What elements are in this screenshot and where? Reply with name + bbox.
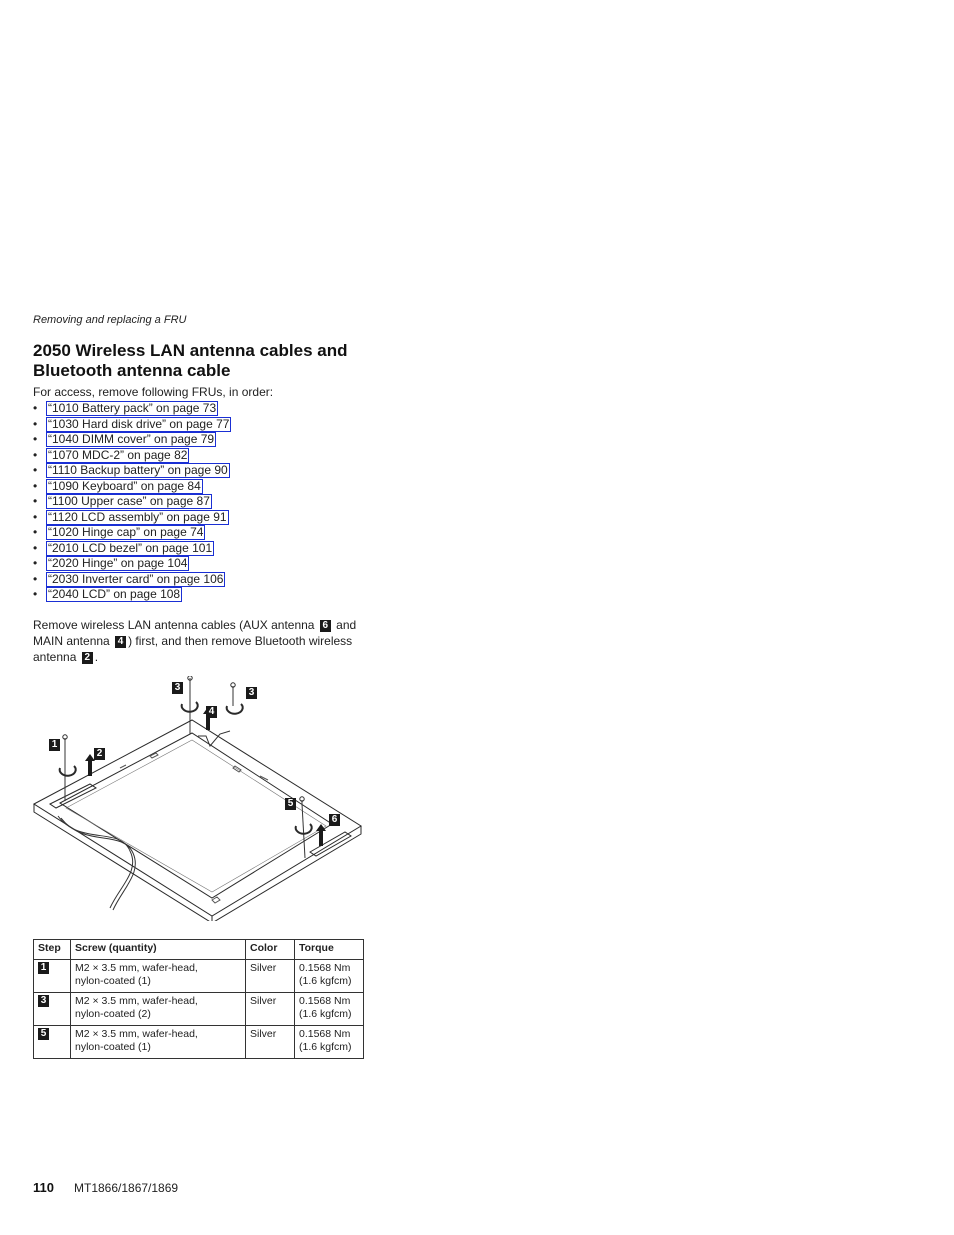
bullet: • bbox=[33, 494, 38, 508]
model-number: MT1866/1867/1869 bbox=[74, 1181, 179, 1195]
fru-link[interactable]: “1040 DIMM cover” on page 79 bbox=[48, 432, 215, 446]
torque-cell bbox=[295, 1026, 364, 1059]
lift-arrow-icon bbox=[316, 824, 326, 846]
table-row bbox=[34, 1026, 364, 1059]
step-callout: 5 bbox=[38, 1028, 49, 1040]
step-cell bbox=[34, 993, 71, 1026]
bullet: • bbox=[33, 478, 38, 493]
table-header-row bbox=[34, 940, 364, 960]
bullet: • bbox=[33, 525, 38, 539]
callout-aux-antenna: 6 bbox=[320, 620, 331, 632]
screw-line: M2 × 3.5 mm, wafer-head, bbox=[75, 962, 198, 974]
instruction-text: ) first, and then remove Bluetooth wireless antenna bbox=[33, 634, 353, 664]
screw-table bbox=[33, 939, 364, 1059]
color-cell: Silver bbox=[246, 993, 295, 1026]
screw-cell bbox=[71, 993, 246, 1026]
screw-line: M2 × 3.5 mm, wafer-head, bbox=[75, 995, 198, 1007]
lcd-cover-antenna-figure bbox=[30, 676, 365, 921]
bluetooth-cable-2 bbox=[61, 818, 135, 910]
fru-link[interactable]: “1110 Backup battery” on page 90 bbox=[48, 463, 228, 477]
section-title: 2050 Wireless LAN antenna cables and Bluetooth antenna cable bbox=[33, 341, 348, 380]
color-cell: Silver bbox=[246, 1026, 295, 1059]
column-header-screw: Screw (quantity) bbox=[71, 940, 246, 960]
screw-line: nylon-coated (1) bbox=[75, 974, 151, 987]
screw-cell bbox=[71, 960, 246, 993]
callout-bluetooth-antenna: 2 bbox=[82, 652, 93, 664]
step-callout: 3 bbox=[38, 995, 49, 1007]
bullet: • bbox=[33, 587, 38, 601]
torque-line: (1.6 kgfcm) bbox=[299, 1040, 352, 1053]
figure-callout: 2 bbox=[94, 748, 105, 760]
torque-line: (1.6 kgfcm) bbox=[299, 1007, 352, 1020]
screw-line: nylon-coated (2) bbox=[75, 1007, 151, 1020]
table-row bbox=[34, 993, 364, 1026]
figure-callout: 4 bbox=[206, 706, 217, 718]
fru-link[interactable]: “1100 Upper case” on page 87 bbox=[48, 494, 210, 508]
torque-line: (1.6 kgfcm) bbox=[299, 974, 352, 987]
fru-link[interactable]: “2020 Hinge” on page 104 bbox=[48, 556, 188, 570]
table-row bbox=[34, 960, 364, 993]
cover-detail bbox=[120, 753, 268, 903]
rotate-arrow-icon bbox=[227, 704, 243, 714]
running-head: Removing and replacing a FRU bbox=[33, 314, 187, 326]
fru-link[interactable]: “2010 LCD bezel” on page 101 bbox=[48, 540, 213, 555]
intro-text: For access, remove following FRUs, in order: bbox=[33, 385, 274, 399]
column-header-torque: Torque bbox=[295, 940, 364, 960]
figure-callout: 1 bbox=[49, 739, 60, 751]
step-cell bbox=[34, 1026, 71, 1059]
bullet: • bbox=[33, 401, 38, 415]
torque-line: 0.1568 Nm bbox=[299, 962, 351, 974]
torque-line: 0.1568 Nm bbox=[299, 1028, 351, 1040]
color-cell: Silver bbox=[246, 960, 295, 993]
bullet: • bbox=[33, 509, 38, 524]
torque-line: 0.1568 Nm bbox=[299, 995, 351, 1007]
page-number: 110 bbox=[33, 1180, 54, 1195]
step-callout: 1 bbox=[38, 962, 49, 974]
bullet: • bbox=[33, 540, 38, 555]
fru-link[interactable]: “1010 Battery pack” on page 73 bbox=[48, 401, 217, 415]
step-cell bbox=[34, 960, 71, 993]
rotate-arrow-icon bbox=[60, 766, 76, 776]
fru-link[interactable]: “1090 Keyboard” on page 84 bbox=[48, 478, 201, 493]
screw-cell bbox=[71, 1026, 246, 1059]
screw-line: nylon-coated (1) bbox=[75, 1040, 151, 1053]
lcd-cover-drawing bbox=[30, 676, 365, 921]
column-header-color: Color bbox=[246, 940, 295, 960]
figure-callout: 3 bbox=[246, 687, 257, 699]
torque-cell bbox=[295, 960, 364, 993]
instruction-paragraph bbox=[33, 617, 363, 665]
figure-callout: 3 bbox=[172, 682, 183, 694]
lcd-cover-inner-rail bbox=[66, 740, 326, 892]
fru-link[interactable]: “1030 Hard disk drive” on page 77 bbox=[48, 416, 230, 431]
bullet: • bbox=[33, 416, 38, 431]
lcd-cover-outer-lip bbox=[34, 804, 361, 921]
bullet: • bbox=[33, 447, 38, 462]
fru-link[interactable]: “1070 MDC-2” on page 82 bbox=[48, 447, 188, 462]
instruction-text: and MAIN antenna bbox=[33, 618, 357, 648]
fru-link[interactable]: “1120 LCD assembly” on page 91 bbox=[48, 509, 227, 524]
fru-link[interactable]: “2040 LCD” on page 108 bbox=[48, 587, 181, 601]
instruction-text: Remove wireless LAN antenna cables (AUX antenna bbox=[33, 618, 315, 632]
figure-callout: 6 bbox=[329, 814, 340, 826]
fru-link[interactable]: “2030 Inverter card” on page 106 bbox=[48, 571, 224, 586]
torque-cell bbox=[295, 993, 364, 1026]
column-header-step: Step bbox=[34, 940, 71, 960]
instruction-text: . bbox=[94, 650, 99, 664]
bullet: • bbox=[33, 571, 38, 586]
callout-main-antenna: 4 bbox=[115, 636, 126, 648]
fru-link[interactable]: “1020 Hinge cap” on page 74 bbox=[48, 525, 204, 539]
figure-callout: 5 bbox=[285, 798, 296, 810]
screw-line: M2 × 3.5 mm, wafer-head, bbox=[75, 1028, 198, 1040]
bullet: • bbox=[33, 556, 38, 570]
bullet: • bbox=[33, 432, 38, 446]
bullet: • bbox=[33, 463, 38, 477]
